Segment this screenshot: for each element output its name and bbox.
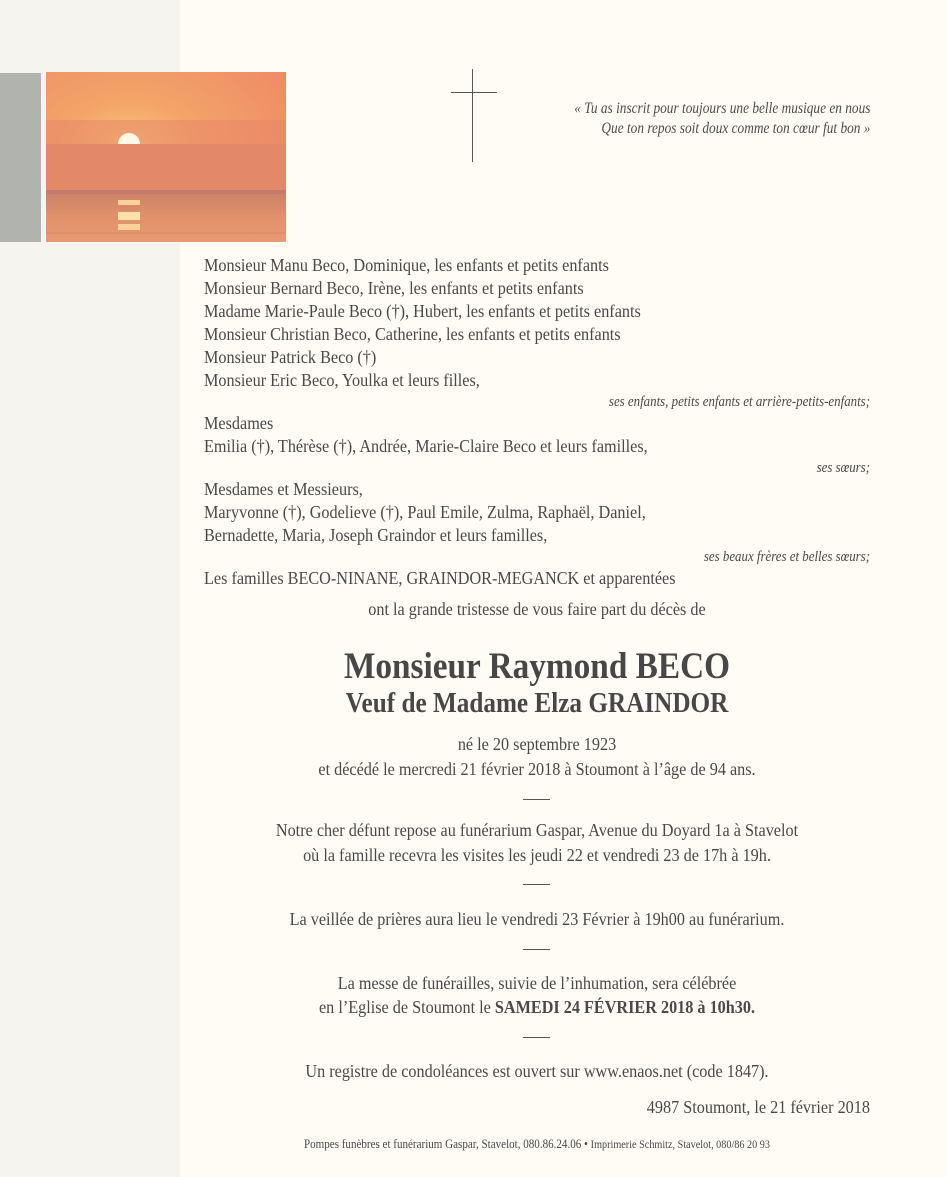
sunset-image <box>46 72 286 242</box>
family-line: Bernadette, Maria, Joseph Graindor et leurs familles, <box>204 525 548 545</box>
birth-date: né le 20 septembre 1923 <box>457 734 617 754</box>
relation-label: ses beaux frères et belles sœurs; <box>703 549 870 565</box>
family-line: Monsieur Bernard Beco, Irène, les enfants et petits enfants <box>204 278 584 298</box>
funeral-home-info: Pompes funèbres et funérarium Gaspar, Stavelot, 080.86.24.06 <box>303 1136 582 1151</box>
quote-line: « Tu as inscrit pour toujours une belle musique en nous <box>573 100 870 117</box>
footer <box>254 1136 820 1152</box>
printer-info: Imprimerie Schmitz, Stavelot, 080/86 20 93 <box>590 1137 771 1151</box>
sunset-photo <box>46 72 286 242</box>
mass-place: en l’Eglise de Stoumont le <box>318 997 495 1017</box>
deceased-name: Monsieur Raymond BECO <box>343 646 731 687</box>
cross-icon-bar <box>451 92 497 93</box>
family-line: Monsieur Eric Beco, Youlka et leurs filles, <box>204 370 480 390</box>
mass-date: SAMEDI 24 FÉVRIER 2018 à 10h30. <box>494 997 756 1017</box>
divider <box>523 884 550 885</box>
divider <box>523 1037 550 1038</box>
relation-label: ses enfants, petits enfants et arrière-petits-enfants; <box>608 394 870 410</box>
quote-line: Que ton repos soit doux comme ton cœur fut bon » <box>600 120 870 137</box>
family-line: Monsieur Patrick Beco (†) <box>204 347 377 367</box>
epitaph-quote <box>574 99 870 139</box>
family-line: Maryvonne (†), Godelieve (†), Paul Emile, Zulma, Raphaël, Daniel, <box>204 502 646 522</box>
bullet-separator: • <box>584 1136 588 1151</box>
family-line: Les familles BECO-NINANE, GRAINDOR-MEGANCK et apparentées <box>204 568 676 588</box>
place-date: 4987 Stoumont, le 21 février 2018 <box>646 1097 870 1117</box>
visitation-line: où la famille recevra les visites les jeudi 22 et vendredi 23 de 17h à 19h. <box>303 845 771 865</box>
family-line: Emilia (†), Thérèse (†), Andrée, Marie-Claire Beco et leurs familles, <box>204 436 648 456</box>
visitation-line: Notre cher défunt repose au funérarium Gaspar, Avenue du Doyard 1a à Stavelot <box>275 820 799 840</box>
relation-label: ses sœurs; <box>816 460 870 476</box>
mass-line: La messe de funérailles, suivie de l’inhumation, sera célébrée <box>337 973 737 993</box>
widow-of: Veuf de Madame Elza GRAINDOR <box>345 688 729 719</box>
mass-line <box>237 995 836 1020</box>
cross-icon <box>472 69 473 162</box>
divider <box>523 799 550 800</box>
family-list <box>204 254 870 590</box>
family-line: Mesdames <box>204 413 274 433</box>
family-line: Monsieur Manu Beco, Dominique, les enfants et petits enfants <box>204 255 609 275</box>
grey-accent-bar <box>0 73 41 242</box>
family-line: Madame Marie-Paule Beco (†), Hubert, les enfants et petits enfants <box>204 301 641 321</box>
announcement: ont la grande tristesse de vous faire part du décès de <box>368 599 706 619</box>
condolences-info: Un registre de condoléances est ouvert sur www.enaos.net (code 1847). <box>305 1061 769 1081</box>
family-line: Monsieur Christian Beco, Catherine, les enfants et petits enfants <box>204 324 621 344</box>
death-date: et décédé le mercredi 21 février 2018 à Stoumont à l’âge de 94 ans. <box>318 759 756 779</box>
family-line: Mesdames et Messieurs, <box>204 479 363 499</box>
vigil-info: La veillée de prières aura lieu le vendredi 23 Février à 19h00 au funérarium. <box>289 909 785 929</box>
divider <box>523 949 550 950</box>
